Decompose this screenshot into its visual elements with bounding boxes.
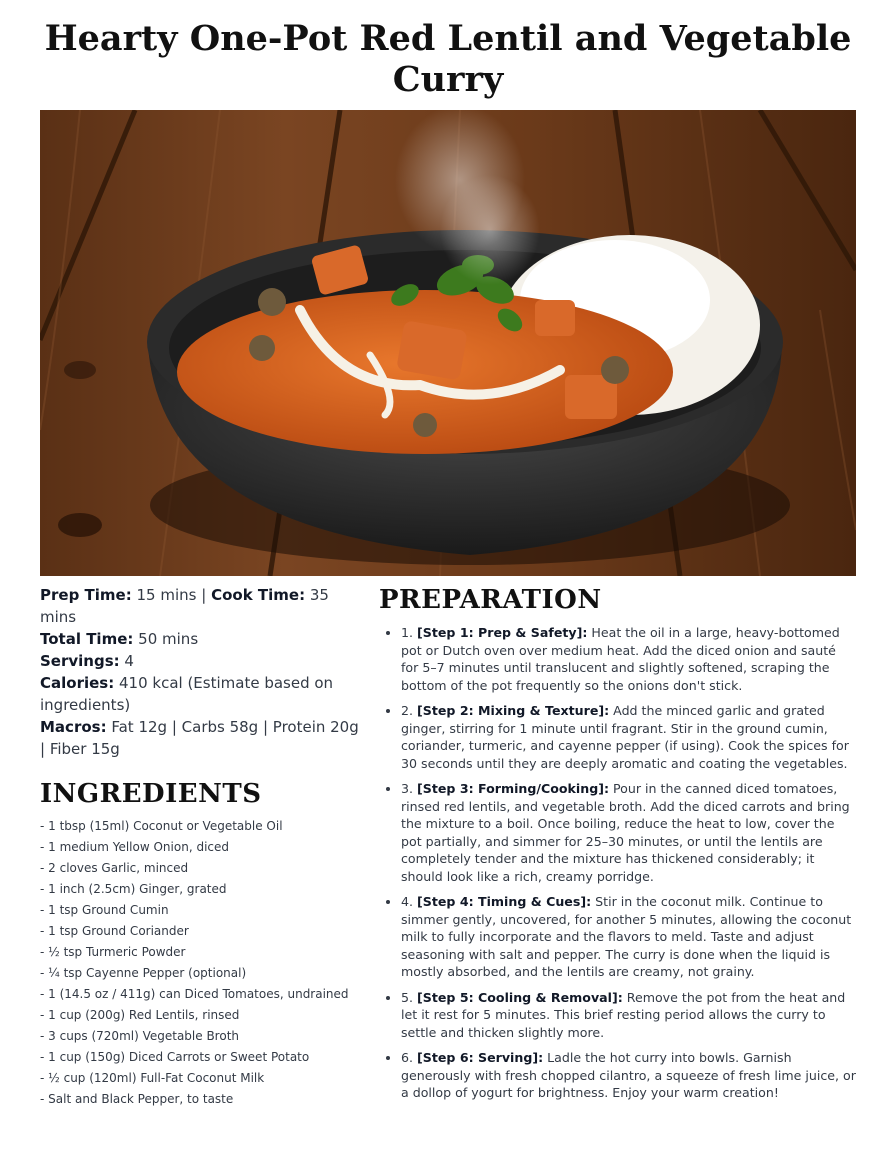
meta-separator: |: [201, 586, 207, 604]
step-item: [401, 989, 856, 1042]
ingredient-item: - ½ tsp Turmeric Powder: [40, 945, 186, 959]
macros-value: Fat 12g | Carbs 58g | Protein 20g | Fiber 15g: [40, 718, 359, 758]
step-label: [Step 5: Cooling & Removal]:: [417, 989, 623, 1005]
step-number: 3.: [401, 780, 414, 796]
total-time-line: [40, 628, 362, 650]
recipe-meta-column: [40, 584, 362, 1110]
ingredient-item: - 1 cup (200g) Red Lentils, rinsed: [40, 1008, 240, 1022]
step-item: [401, 893, 856, 981]
time-line: [40, 584, 362, 628]
step-item: [401, 624, 856, 694]
servings-label: Servings:: [40, 652, 120, 670]
ingredient-item: - ½ cup (120ml) Full-Fat Coconut Milk: [40, 1071, 265, 1085]
step-label: [Step 1: Prep & Safety]:: [417, 625, 588, 640]
recipe-title: Hearty One-Pot Red Lentil and Vegetable Curry: [44, 18, 852, 100]
total-time-label: Total Time:: [40, 630, 134, 648]
step-number: 4.: [401, 894, 414, 910]
ingredient-item: - 1 tsp Ground Coriander: [40, 924, 189, 938]
ingredients-list: [40, 816, 362, 1110]
ingredient-item: - 1 tsp Ground Cumin: [40, 903, 169, 917]
ingredient-item: - ¼ tsp Cayenne Pepper (optional): [40, 966, 247, 980]
step-text: Pour in the canned diced tomatoes, rinsed red lentils, and vegetable broth. Add the diced carrots and bring the mixture to a boil. Once boiling, reduce the heat to low, cover the pot partially, and simmer for 25–30 minutes, or until the lentils are completely tender and the mixture has thickened considerably; it should look like a rich, creamy porridge.: [401, 780, 850, 884]
ingredient-item: - 1 cup (150g) Diced Carrots or Sweet Potato: [40, 1050, 310, 1064]
hero-image: [40, 110, 856, 576]
step-number: 2.: [401, 702, 414, 718]
step-text: Heat the oil in a large, heavy-bottomed pot or Dutch oven over medium heat. Add the diced onion and sauté for 5–7 minutes until translucent and slightly softened, scraping the bottom of the pot frequently so the onions don't stick.: [401, 625, 840, 693]
ingredient-item: - Salt and Black Pepper, to taste: [40, 1092, 234, 1106]
macros-line: [40, 716, 362, 760]
step-label: [Step 4: Timing & Cues]:: [417, 894, 592, 910]
step-text: Ladle the hot curry into bowls. Garnish generously with fresh chopped cilantro, a squeeze of fresh lime juice, or a dollop of yogurt for brightness. Enjoy your warm creation!: [401, 1050, 856, 1101]
prep-time-value: 15 mins: [136, 586, 197, 604]
calories-line: [40, 672, 362, 716]
calories-value: 410 kcal (Estimate based on ingredients): [40, 674, 334, 714]
cook-time-label: Cook Time:: [211, 586, 306, 604]
preparation-column: [379, 584, 856, 1109]
servings-value: 4: [124, 652, 134, 670]
step-item: [401, 702, 856, 772]
preparation-heading: PREPARATION: [379, 585, 602, 615]
step-label: [Step 6: Serving]:: [417, 1050, 544, 1066]
step-text: Remove the pot from the heat and let it rest for 5 minutes. This brief resting period allows the curry to settle and thicken slightly more.: [401, 989, 846, 1040]
ingredient-item: - 2 cloves Garlic, minced: [40, 861, 189, 875]
ingredients-heading: INGREDIENTS: [40, 779, 262, 809]
total-time-value: 50 mins: [138, 630, 199, 648]
servings-line: [40, 650, 362, 672]
ingredient-item: - 1 tbsp (15ml) Coconut or Vegetable Oil: [40, 819, 283, 833]
step-label: [Step 3: Forming/Cooking]:: [417, 780, 610, 796]
cook-time-value: 35 mins: [40, 586, 329, 626]
preparation-steps: [379, 624, 856, 1102]
ingredient-item: - 1 medium Yellow Onion, diced: [40, 840, 229, 854]
ingredient-item: - 1 inch (2.5cm) Ginger, grated: [40, 882, 227, 896]
step-item: [401, 1049, 856, 1102]
step-label: [Step 2: Mixing & Texture]:: [417, 702, 610, 718]
step-text: Stir in the coconut milk. Continue to simmer gently, uncovered, for another 5 minutes, allowing the coconut milk to fully incorporate and the flavors to meld. Taste and adjust seasoning with salt and pepper. The curry is done when the liquid is mostly absorbed, and the lentils are creamy, not grainy.: [401, 894, 852, 980]
step-text: Add the minced garlic and grated ginger, stirring for 1 minute until fragrant. Stir in the ground cumin, coriander, turmeric, and cayenne pepper (if using). Cook the spices for 30 seconds until they are deeply aromatic and coating the vegetables.: [401, 702, 849, 771]
calories-label: Calories:: [40, 674, 115, 692]
prep-time-label: Prep Time:: [40, 586, 132, 604]
step-item: [401, 780, 856, 886]
step-number: 5.: [401, 989, 414, 1005]
step-number: 6.: [401, 1050, 414, 1066]
step-number: 1.: [401, 625, 414, 640]
macros-label: Macros:: [40, 718, 107, 736]
ingredient-item: - 3 cups (720ml) Vegetable Broth: [40, 1029, 240, 1043]
ingredient-item: - 1 (14.5 oz / 411g) can Diced Tomatoes, undrained: [40, 987, 349, 1001]
